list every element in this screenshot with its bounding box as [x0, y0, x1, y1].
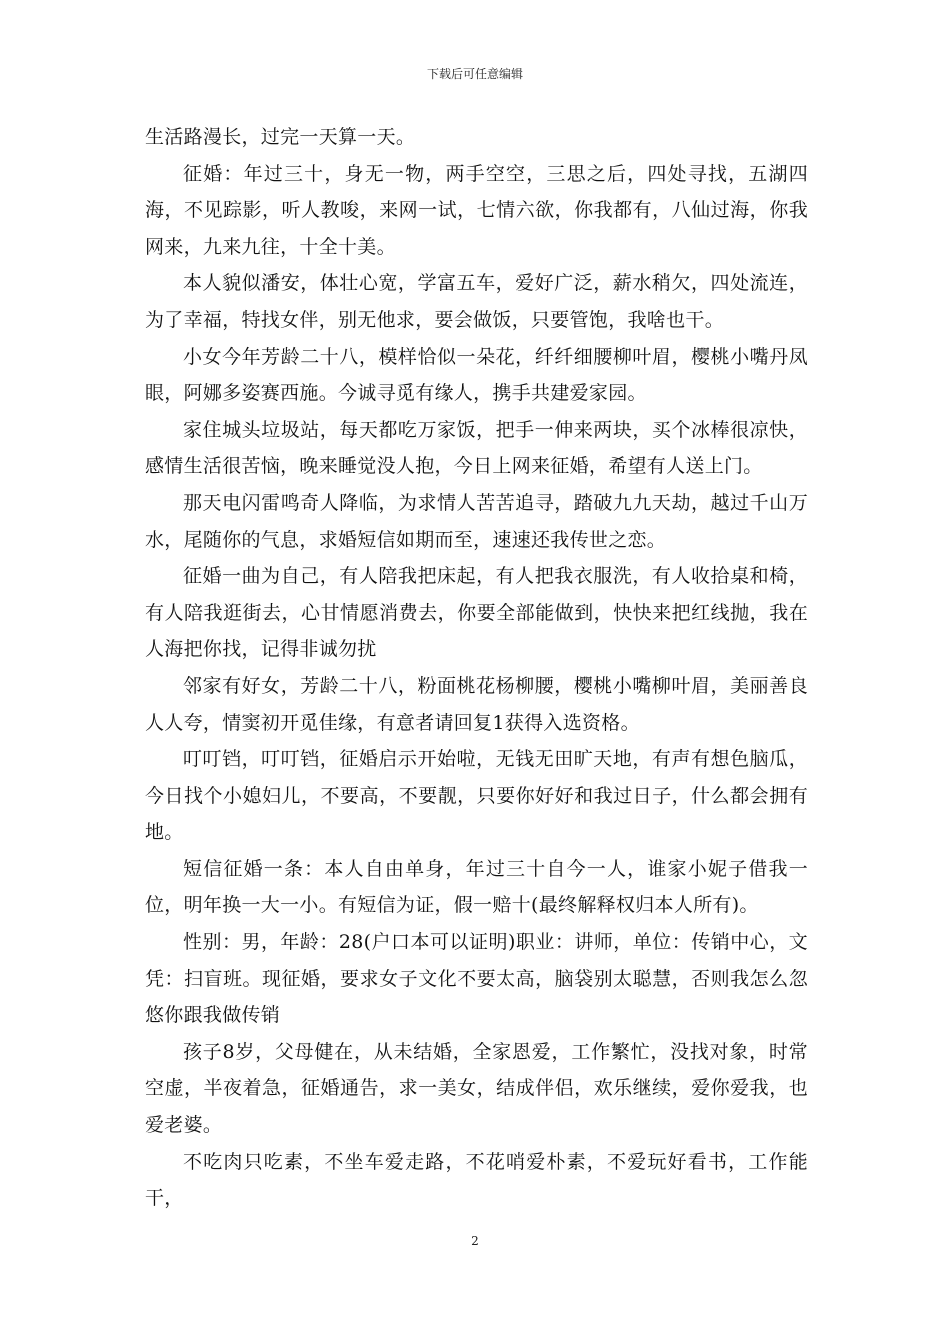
document-body — [145, 119, 808, 1217]
page-header: 下载后可任意编辑 — [426, 67, 523, 81]
paragraph: 那天电闪雷鸣奇人降临，为求情人苦苦追寻，踏破九九天劫，越过千山万水，尾随你的气息，求婚短信如期而至，速速还我传世之恋。 — [145, 491, 808, 551]
paragraph: 孩子8岁，父母健在，从未结婚，全家恩爱，工作繁忙，没找对象，时常空虚，半夜着急，征婚通告，求一美女，结成伴侣，欢乐继续，爱你爱我，也爱老婆。 — [145, 1040, 808, 1137]
paragraph: 征婚：年过三十，身无一物，两手空空，三思之后，四处寻找，五湖四海，不见踪影，听人教唆，来网一试，七情六欲，你我都有，八仙过海，你我网来，九来九往，十全十美。 — [145, 162, 808, 258]
paragraph: 家住城头垃圾站，每天都吃万家饭，把手一伸来两块，买个冰棒很凉快，感情生活很苦恼，晚来睡觉没人抱，今日上网来征婚，希望有人送上门。 — [145, 418, 808, 478]
paragraph: 邻家有好女，芳龄二十八，粉面桃花杨柳腰，樱桃小嘴柳叶眉，美丽善良人人夸，情窦初开觅佳缘，有意者请回复1获得入选资格。 — [145, 674, 808, 734]
paragraph: 本人貌似潘安，体壮心宽，学富五车，爱好广泛，薪水稍欠，四处流连，为了幸福，特找女伴，别无他求，要会做饭，只要管饱，我啥也干。 — [145, 272, 808, 331]
paragraph: 征婚一曲为自己，有人陪我把床起，有人把我衣服洗，有人收拾桌和椅，有人陪我逛街去，心甘情愿消费去，你要全部能做到，快快来把红线抛，我在人海把你找，记得非诚勿扰 — [145, 565, 808, 661]
paragraph: 叮叮铛，叮叮铛，征婚启示开始啦，无钱无田旷天地，有声有想色脑瓜，今日找个小媳妇儿，不要高，不要靓，只要你好好和我过日子，什么都会拥有地。 — [145, 748, 808, 844]
page-number: 2 — [471, 1234, 479, 1248]
paragraph: 生活路漫长，过完一天算一天。 — [145, 126, 416, 148]
paragraph: 小女今年芳龄二十八，模样恰似一朵花，纤纤细腰柳叶眉，樱桃小嘴丹凤眼，阿娜多姿赛西施。今诚寻觅有缘人，携手共建爱家园。 — [145, 345, 808, 405]
paragraph: 性别：男，年龄：28(户口本可以证明)职业：讲师，单位：传销中心，文凭：扫盲班。现征婚，要求女子文化不要太高，脑袋别太聪慧，否则我怎么忽悠你跟我做传销 — [145, 931, 808, 1027]
paragraph: 不吃肉只吃素，不坐车爱走路，不花哨爱朴素，不爱玩好看书，工作能干， — [145, 1150, 808, 1210]
paragraph: 短信征婚一条：本人自由单身，年过三十自今一人，谁家小妮子借我一位，明年换一大一小。有短信为证，假一赔十(最终解释权归本人所有)。 — [145, 857, 808, 917]
